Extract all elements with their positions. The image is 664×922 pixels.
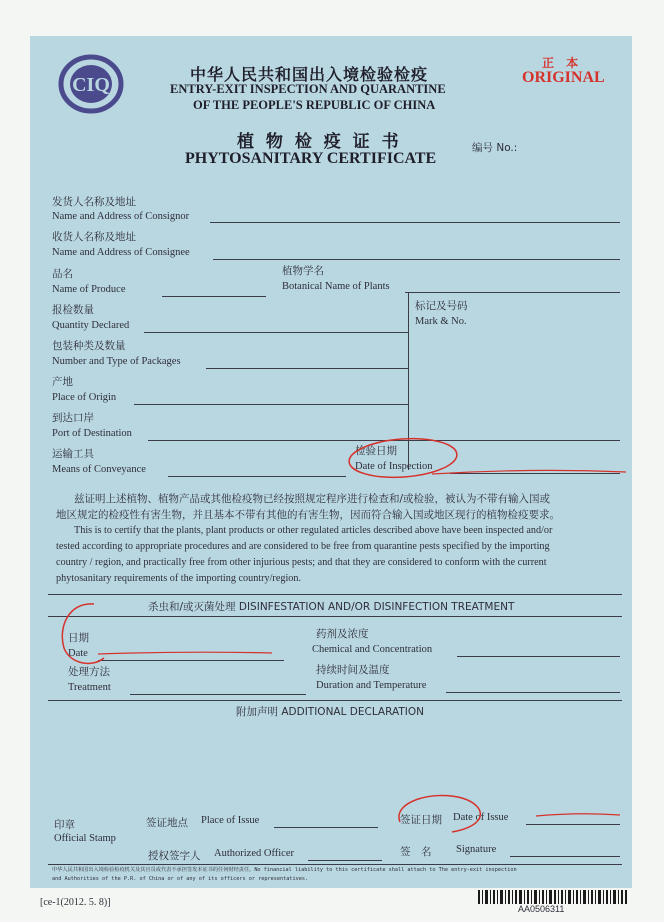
red-underline-date-icon — [96, 648, 276, 658]
origin-label-zh: 产地 — [52, 376, 73, 388]
quantity-label-zh: 报检数量 — [52, 304, 94, 316]
serial-number: AA0506311 — [518, 904, 565, 914]
mark-label-zh: 标记及号码 — [415, 300, 468, 312]
statement-en-line4: phytosanitary requirements of the importing country/region. — [56, 573, 302, 584]
consignee-label-zh: 收货人名称及地址 — [52, 231, 136, 243]
produce-label-en: Name of Produce — [52, 284, 126, 295]
packages-label-en: Number and Type of Packages — [52, 356, 181, 367]
quantity-label-en: Quantity Declared — [52, 320, 130, 331]
org-title-en-line1: ENTRY-EXIT INSPECTION AND QUARANTINE — [170, 82, 446, 96]
treatment-heading: 杀虫和/或灭菌处理 DISINFESTATION AND/OR DISINFECTION TREATMENT — [148, 601, 515, 613]
certificate-number-label: 编号 No.: — [472, 142, 518, 154]
duration-field[interactable] — [446, 692, 620, 693]
treatment-method-label-zh: 处理方法 — [68, 666, 110, 678]
additional-declaration-heading: 附加声明 ADDITIONAL DECLARATION — [236, 706, 424, 718]
officer-label-zh: 授权签字人 — [148, 850, 201, 862]
mark-label-en: Mark & No. — [415, 316, 467, 327]
consignor-field[interactable] — [210, 222, 620, 223]
form-code: [ce-1(2012. 5. 8)] — [40, 897, 111, 908]
chemical-label-zh: 药剂及浓度 — [316, 628, 369, 640]
botanical-field[interactable] — [405, 292, 620, 293]
certificate-title-en: PHYTOSANITARY CERTIFICATE — [185, 150, 437, 167]
disclaimer-top-border — [48, 864, 622, 865]
treatment-heading-border — [48, 616, 622, 617]
conveyance-field[interactable] — [168, 476, 346, 477]
treatment-method-label-en: Treatment — [68, 682, 111, 693]
barcode-icon — [478, 890, 628, 904]
consignor-label-en: Name and Address of Consignor — [52, 211, 190, 222]
signature-field[interactable] — [510, 856, 620, 857]
disclaimer-line1: 中华人民共和国出入境检验检疫机关及其官员或代表不承担签发本证书的任何财经责任。No financial liability to this certificate shall attach to The entry-exit inspection — [52, 867, 517, 873]
issue-date-label-en: Date of Issue — [453, 812, 509, 823]
statement-en-line1: This is to certify that the plants, plant products or other regulated articles described above have been inspected and/or — [74, 525, 553, 536]
logo-text: CIQ — [72, 74, 110, 96]
consignee-field[interactable] — [213, 259, 620, 260]
consignor-label-zh: 发货人名称及地址 — [52, 196, 136, 208]
treatment-date-field[interactable] — [98, 660, 284, 661]
additional-section-border — [48, 700, 622, 701]
duration-label-zh: 持续时间及温度 — [316, 664, 390, 676]
ciq-logo-icon — [57, 54, 125, 114]
certificate-title-zh: 植 物 检 疫 证 书 — [237, 132, 402, 152]
origin-field[interactable] — [134, 404, 408, 405]
officer-label-en: Authorized Officer — [214, 848, 294, 859]
place-of-issue-label-en: Place of Issue — [201, 815, 260, 826]
treatment-section-border — [48, 594, 622, 595]
produce-label-zh: 品名 — [52, 268, 73, 280]
destination-label-en: Port of Destination — [52, 428, 132, 439]
treatment-method-field[interactable] — [130, 694, 306, 695]
disclaimer-line2: and Authorities of the P.R. of China or of any of its officers or representatives. — [52, 876, 309, 882]
chemical-field[interactable] — [457, 656, 620, 657]
statement-zh-line2: 地区规定的检疫性有害生物，并且基本不带有其他的有害生物，因而符合输入国或地区现行的植物检疫要求。 — [56, 509, 560, 521]
duration-label-en: Duration and Temperature — [316, 680, 427, 691]
red-circle-date-icon — [54, 598, 120, 670]
signature-label-zh: 签 名 — [400, 846, 432, 858]
treatment-date-label-zh: 日期 — [68, 632, 89, 644]
original-mark-en: ORIGINAL — [522, 69, 605, 86]
signature-label-en: Signature — [456, 844, 497, 855]
packages-field[interactable] — [206, 368, 408, 369]
org-title-en-line2: OF THE PEOPLE'S REPUBLIC OF CHINA — [193, 98, 436, 112]
statement-zh-line1: 兹证明上述植物、植物产品或其他检疫物已经按照规定程序进行检查和/或检验，被认为不带有输入国或 — [74, 493, 551, 505]
conveyance-label-zh: 运输工具 — [52, 448, 94, 460]
botanical-label-en: Botanical Name of Plants — [282, 281, 390, 292]
conveyance-label-en: Means of Conveyance — [52, 464, 146, 475]
consignee-label-en: Name and Address of Consignee — [52, 247, 190, 258]
botanical-label-zh: 植物学名 — [282, 265, 324, 277]
certificate-sheet — [30, 36, 632, 888]
place-of-issue-field[interactable] — [274, 827, 378, 828]
statement-en-line2: tested according to appropriate procedures and are considered to be free from quarantine pests specified by the importing — [56, 541, 550, 552]
statement-en-line3: country / region, and practically free from other injurious pests; and that they are considered to conform with the current — [56, 557, 547, 568]
treatment-date-label-en: Date — [68, 648, 88, 659]
produce-field[interactable] — [162, 296, 266, 297]
original-mark-zh: 正 本 — [542, 56, 583, 70]
destination-label-zh: 到达口岸 — [52, 412, 94, 424]
place-of-issue-label-zh: 签证地点 — [146, 817, 188, 829]
red-circle-issue-date-icon — [392, 792, 492, 836]
org-title-zh: 中华人民共和国出入境检验检疫 — [190, 65, 429, 84]
red-underline-issue-date-icon — [534, 810, 624, 820]
red-underline-mark-icon — [430, 466, 630, 478]
quantity-field[interactable] — [144, 332, 408, 333]
packages-label-zh: 包装种类及数量 — [52, 340, 126, 352]
stamp-label-en: Official Stamp — [54, 833, 116, 844]
chemical-label-en: Chemical and Concentration — [312, 644, 433, 655]
inspection-date-label-zh: 检验日期 — [355, 445, 397, 457]
officer-field[interactable] — [308, 860, 382, 861]
origin-label-en: Place of Origin — [52, 392, 117, 403]
issue-date-label-zh: 签证日期 — [400, 814, 442, 826]
stamp-label-zh: 印章 — [54, 819, 75, 831]
inspection-date-label-en: Date of Inspection — [355, 461, 433, 472]
issue-date-field[interactable] — [526, 824, 620, 825]
